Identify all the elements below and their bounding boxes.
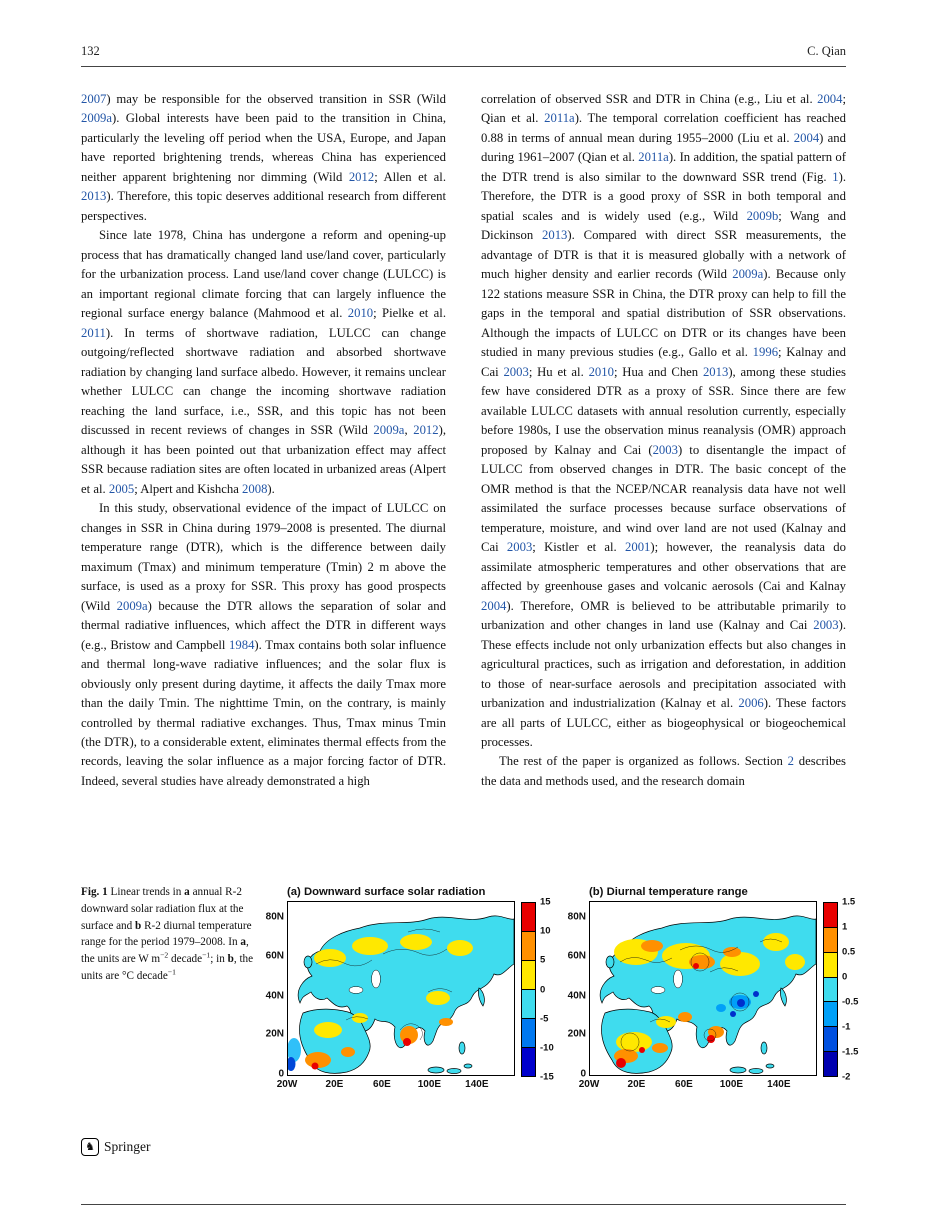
colorbar-tick: 0 (842, 971, 848, 983)
panel-b-xaxis (578, 1079, 815, 1094)
citation-link[interactable]: 2011a (638, 150, 669, 165)
bold-text: b (135, 919, 142, 932)
springer-horse-icon: ♞ (81, 1138, 99, 1156)
figure-caption: Fig. 1 Linear trends in a annual R-2 downward solar radiation flux at the surface and b R-2 diurnal temperature range for the period 1979–2008. In a, the units are W $m^{-2}$ decade$^{-1}$; in b, the units are °C decade$^{-1}$ (81, 886, 254, 982)
citation-link[interactable]: 2013 (81, 189, 107, 204)
footer-rule (81, 1204, 846, 1205)
citation-link[interactable]: 2003 (506, 540, 533, 555)
paragraph: 2007) may be responsible for the observed transition in SSR (Wild 2009a). Global interests have been paid to the transition in China, particularly the leveling off period when the USA, Europe, and Japan have reported brightening trends, whereas China has experienced neither apparent brightening nor dimming (Wild 2012; Allen et al. 2013). Therefore, this topic deserves additional research from different perspectives. (81, 92, 447, 223)
colorbar-tick: 0.5 (842, 946, 856, 958)
colorbar-tick: -10 (540, 1042, 554, 1054)
citation-link[interactable]: 2006 (738, 696, 764, 711)
panel-a-yaxis (263, 901, 287, 1080)
panel-a-title: (a) Downward surface solar radiation (287, 886, 486, 898)
citation-link[interactable]: 2008 (242, 481, 268, 496)
citation-link[interactable]: 2003 (503, 364, 529, 379)
paragraph: The rest of the paper is organized as follows. Section 2 describes the data and methods used, and the research domain (481, 754, 846, 788)
publisher-name: Springer (104, 1139, 151, 1154)
paragraph: correlation of observed SSR and DTR in China (e.g., Liu et al. 2004; Qian et al. 2011a). The temporal correlation coefficient has reached 0.88 in terms of annual mean during 1955–2000 (Liu et al. 2004) and during 1961–2007 (Qian et al. 2011a). In addition, the spatial pattern of the DTR trend is also similar to the downward SSR trend (Fig. 1). Therefore, the DTR is a good proxy of SSR in both temporal and spatial scales and is widely used (e.g., Wild 2009b; Wang and Dickinson 2013). Compared with direct SSR measurements, the advantage of DTR is that it is measured globally with a network of much higher density and earlier records (Wild 2009a). Because only 122 stations measure SSR in China, the DTR proxy can help to fill the gaps in the temporal and spatial distribution of SSR observations. Although the impacts of LULCC on DTR or its changes have been studied in many previous studies (e.g., Gallo et al. 1996; Kalnay and Cai 2003; Hu et al. 2010; Hua and Chen 2013), among these studies few have considered DTR as a proxy of SSR. Since there are few available LULCC datasets with annual resolution currently, especially before 1980s, I use the observation minus reanalysis (OMR) approach proposed by Kalnay and Cai (2003) to disentangle the impact of LULCC from observed changes in DTR. The basic concept of the OMR method is that the NCEP/NCAR reanalysis data have not well assimilated the surface processes because surface observations of temperature, moisture, and wind over land are not used (Kalnay and Cai 2003; Kistler et al. 2001); however, the reanalysis data do assimilate atmospheric temperatures and other observations that are affected by greenhouse gases and volcanic aerosols (Cai and Kalnay 2004). Therefore, OMR is believed to be attributable primarily to urbanization and other changes in land use (Kalnay and Cai 2003). These effects include not only urbanization effects but also changes in agricultural practices, such as irrigation and deforestation, in addition to those of near-surface aerosols and precipitation associated with urbanization and industrialization (Kalnay et al. 2006). These factors are all parts of LULCC, either as biogeophysical or biogeochemical processes. (481, 92, 847, 749)
colorbar-band (522, 932, 535, 961)
bold-text: Fig. 1 (81, 886, 108, 898)
citation-link[interactable]: 2 (787, 754, 794, 769)
citation-link[interactable]: 2009a (732, 267, 764, 282)
colorbar-tick: -5 (540, 1013, 549, 1025)
paragraph: Since late 1978, China has undergone a reform and opening-up process that has dramatically changed land use/land cover, particularly for the urbanization process. Land use/land cover change (LULCC) is an important regional climate forcing that can largely influence the regional surface energy balance (Mahmood et al. 2010; Pielke et al. 2011). In terms of shortwave radiation, LULCC can change outgoing/reflected shortwave radiation and absorbed shortwave radiation by changing land surface albedo. However, it remains unclear whether LULCC can change the incoming shortwave radiation reaching the land surface, i.e., SSR, and this topic has not been discussed in recent reviews of changes in SSR (Wild 2009a, 2012), although it has been pointed out that urbanization effect may affect SSR because radiation sites are often located in urbanized areas (Alpert et al. 2005; Alpert and Kishcha 2008). (81, 228, 447, 496)
citation-link[interactable]: 2009a (81, 111, 113, 126)
publisher-logo (81, 1138, 151, 1156)
colorbar-tick: -0.5 (842, 996, 859, 1008)
colorbar-band (522, 1048, 535, 1076)
map-b-svg (590, 902, 816, 1075)
colorbar-band (824, 978, 837, 1003)
x-axis-tick: 20W (276, 1079, 298, 1090)
colorbar-b (823, 896, 862, 1083)
citation-link[interactable]: 2005 (108, 481, 135, 496)
colorbar-band (522, 961, 535, 990)
y-axis-tick: 80N (265, 911, 284, 923)
y-axis-tick: 80N (567, 911, 586, 923)
bold-text: a (184, 886, 190, 898)
colorbar-band (522, 1019, 535, 1048)
y-axis-tick: 20N (567, 1028, 586, 1040)
colorbar-band (522, 903, 535, 932)
map-panel-a (287, 901, 515, 1076)
citation-link[interactable]: 2004 (817, 92, 843, 106)
citation-link[interactable]: 2010 (347, 306, 374, 321)
citation-link[interactable]: 1996 (752, 345, 779, 360)
superscript-text: −2 (160, 950, 169, 960)
paragraph: In this study, observational evidence of the impact of LULCC on changes in SSR in China during 1979–2008 is presented. The diurnal temperature range (DTR), which is the difference between daily maximum (Tmax) and minimum temperature (Tmin) 2 m above the surface, is used as a proxy for SSR. This proxy has good prospects (Wild 2009a) because the DTR allows the separation of solar and thermal radiative influences, which affect the DTR in different ways (e.g., Bristow and Campbell 1984). Tmax contains both solar influence and thermal long-wave radiative influences; and the solar flux is obviously only present during daytime, it affects the daily Tmax more than the daily Tmin. The nighttime Tmin, on the contrary, is mainly controlled by thermal radiative exchanges. Thus, Tmax minus Tmin (the DTR), to a considerable extent, eliminates thermal effects from the records, leaving the solar influence as a major forcing factor of DTR. Indeed, several studies have already demonstrated a high (81, 501, 446, 788)
map-a-svg (288, 902, 514, 1075)
citation-link[interactable]: 2012 (413, 423, 439, 438)
citation-link[interactable]: 2009b (746, 208, 779, 223)
page-header (81, 44, 846, 59)
y-axis-tick: 40N (567, 990, 586, 1002)
colorbar-tick: 5 (540, 954, 546, 966)
y-axis-tick: 20N (265, 1028, 284, 1040)
x-axis-tick: 60E (675, 1079, 693, 1090)
superscript-text: −1 (167, 967, 176, 977)
citation-link[interactable]: 2004 (481, 598, 507, 613)
figure-panel-b (565, 884, 862, 1094)
colorbar-band (824, 928, 837, 953)
citation-link[interactable]: 2009a (373, 423, 405, 438)
x-axis-tick: 100E (719, 1079, 744, 1090)
colorbar-b-ticks (838, 896, 862, 1083)
panel-b-title: (b) Diurnal temperature range (589, 886, 748, 898)
citation-link[interactable]: 2003 (652, 442, 678, 457)
right-column (481, 90, 846, 791)
colorbar-band (522, 990, 535, 1019)
colorbar-tick: 1 (842, 921, 848, 933)
colorbar-tick: -15 (540, 1071, 554, 1083)
citation-link[interactable]: 2013 (702, 364, 729, 379)
superscript-text: −1 (202, 950, 211, 960)
colorbar-band (824, 903, 837, 928)
x-axis-tick: 20E (325, 1079, 344, 1090)
bold-text: a (240, 936, 246, 949)
x-axis-tick: 20E (627, 1079, 646, 1090)
y-axis-tick: 40N (265, 990, 284, 1002)
colorbar-a-bands (521, 902, 536, 1077)
running-author: C. Qian (807, 44, 846, 58)
colorbar-tick: 0 (540, 984, 546, 995)
citation-link[interactable]: 2012 (348, 169, 375, 184)
citation-link[interactable]: 2004 (793, 130, 820, 145)
bold-text: b (227, 953, 234, 966)
header-rule (81, 66, 846, 67)
citation-link[interactable]: 2010 (588, 364, 614, 379)
colorbar-band (824, 953, 837, 978)
colorbar-band (824, 1027, 837, 1052)
left-column (81, 90, 446, 791)
article-body (81, 90, 846, 791)
citation-link[interactable]: 2003 (813, 618, 839, 633)
y-axis-tick: 0 (580, 1068, 586, 1080)
panel-b-yaxis (565, 901, 589, 1080)
colorbar-tick: -1 (842, 1021, 851, 1033)
citation-link[interactable]: 2011 (81, 325, 106, 340)
citation-link[interactable]: 2009a (116, 598, 148, 613)
colorbar-tick: 15 (540, 896, 551, 908)
colorbar-band (824, 1052, 837, 1076)
x-axis-tick: 20W (578, 1079, 600, 1090)
y-axis-tick: 60N (265, 950, 284, 962)
figure-1 (81, 884, 871, 1094)
figure-panel-a (263, 884, 560, 1094)
citation-link[interactable]: 2011a (544, 111, 575, 126)
y-axis-tick: 0 (278, 1068, 284, 1080)
colorbar-tick: -1.5 (842, 1046, 859, 1058)
citation-link[interactable]: 2007 (81, 92, 107, 106)
colorbar-a (521, 896, 560, 1083)
x-axis-tick: 60E (373, 1079, 391, 1090)
citation-link[interactable]: 1984 (229, 637, 255, 652)
map-panel-b (589, 901, 817, 1076)
citation-link[interactable]: 2013 (542, 228, 568, 243)
x-axis-tick: 140E (767, 1079, 791, 1090)
colorbar-a-ticks (536, 896, 560, 1083)
colorbar-tick: -2 (842, 1071, 851, 1083)
panel-a-xaxis (276, 1079, 513, 1094)
y-axis-tick: 60N (567, 950, 586, 962)
colorbar-tick: 1.5 (842, 896, 856, 908)
x-axis-tick: 140E (465, 1079, 489, 1090)
citation-link[interactable]: 2001 (625, 540, 651, 555)
colorbar-band (824, 1002, 837, 1027)
colorbar-b-bands (823, 902, 838, 1077)
colorbar-tick: 10 (540, 925, 551, 937)
x-axis-tick: 100E (417, 1079, 442, 1090)
page-number: 132 (81, 44, 100, 58)
citation-link[interactable]: 1 (832, 169, 839, 184)
